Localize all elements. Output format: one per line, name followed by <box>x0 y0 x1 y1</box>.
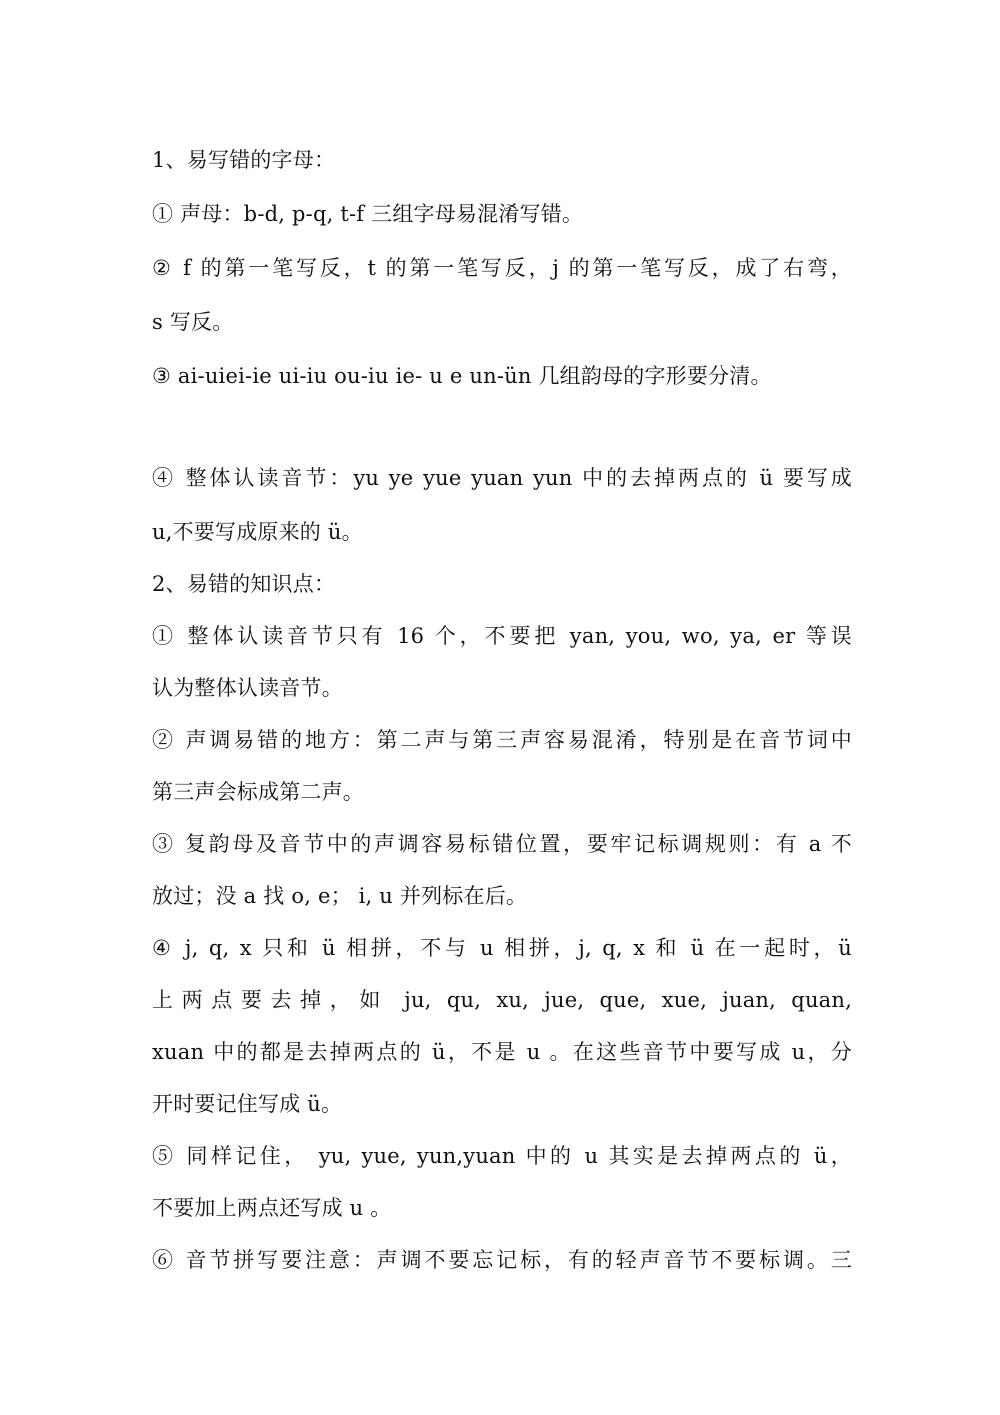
paragraph-line: 开时要记住写成 ü。 <box>152 1092 343 1116</box>
paragraph-line: ③ 复韵母及音节中的声调容易标错位置，要牢记标调规则：有 a 不 <box>152 832 852 856</box>
paragraph-line: u,不要写成原来的 ü。 <box>152 520 363 544</box>
paragraph-line: xuan 中的都是去掉两点的 ü，不是 u 。在这些音节中要写成 u，分 <box>152 1040 852 1064</box>
paragraph-line: 上两点要去掉，如 ju, qu, xu, jue, que, xue, juan, quan, <box>152 988 852 1012</box>
paragraph-line: ① 声母：b-d, p-q, t-f 三组字母易混淆写错。 <box>152 202 584 226</box>
paragraph-line: ② 声调易错的地方：第二声与第三声容易混淆，特别是在音节词中 <box>152 728 852 752</box>
paragraph-line: 不要加上两点还写成 u 。 <box>152 1196 392 1220</box>
section-heading-letters: 1、易写错的字母： <box>152 148 336 172</box>
paragraph-line: ⑥ 音节拼写要注意：声调不要忘记标，有的轻声音节不要标调。三 <box>152 1248 852 1272</box>
paragraph-line: ④ j, q, x 只和 ü 相拼，不与 u 相拼，j, q, x 和 ü 在一起时，ü <box>152 936 852 960</box>
paragraph-line: 放过；没 a 找 o, e； i, u 并列标在后。 <box>152 884 528 908</box>
paragraph-line: ① 整体认读音节只有 16 个，不要把 yan, you, wo, ya, er 等误 <box>152 624 852 648</box>
section-heading-knowledge: 2、易错的知识点： <box>152 572 336 596</box>
paragraph-line: s 写反。 <box>152 310 234 334</box>
paragraph-line: 认为整体认读音节。 <box>152 676 343 700</box>
paragraph-line: ④ 整体认读音节：yu ye yue yuan yun 中的去掉两点的 ü 要写成 <box>152 466 852 490</box>
paragraph-line: ③ ai-uiei-ie ui-iu ou-iu ie- u e un-ün 几组韵母的字形要分清。 <box>152 364 772 388</box>
paragraph-line: ⑤ 同样记住， yu, yue, yun,yuan 中的 u 其实是去掉两点的 ü， <box>152 1144 852 1168</box>
paragraph-line: ② f 的第一笔写反，t 的第一笔写反，j 的第一笔写反，成了右弯， <box>152 256 852 280</box>
paragraph-line: 第三声会标成第二声。 <box>152 780 364 804</box>
